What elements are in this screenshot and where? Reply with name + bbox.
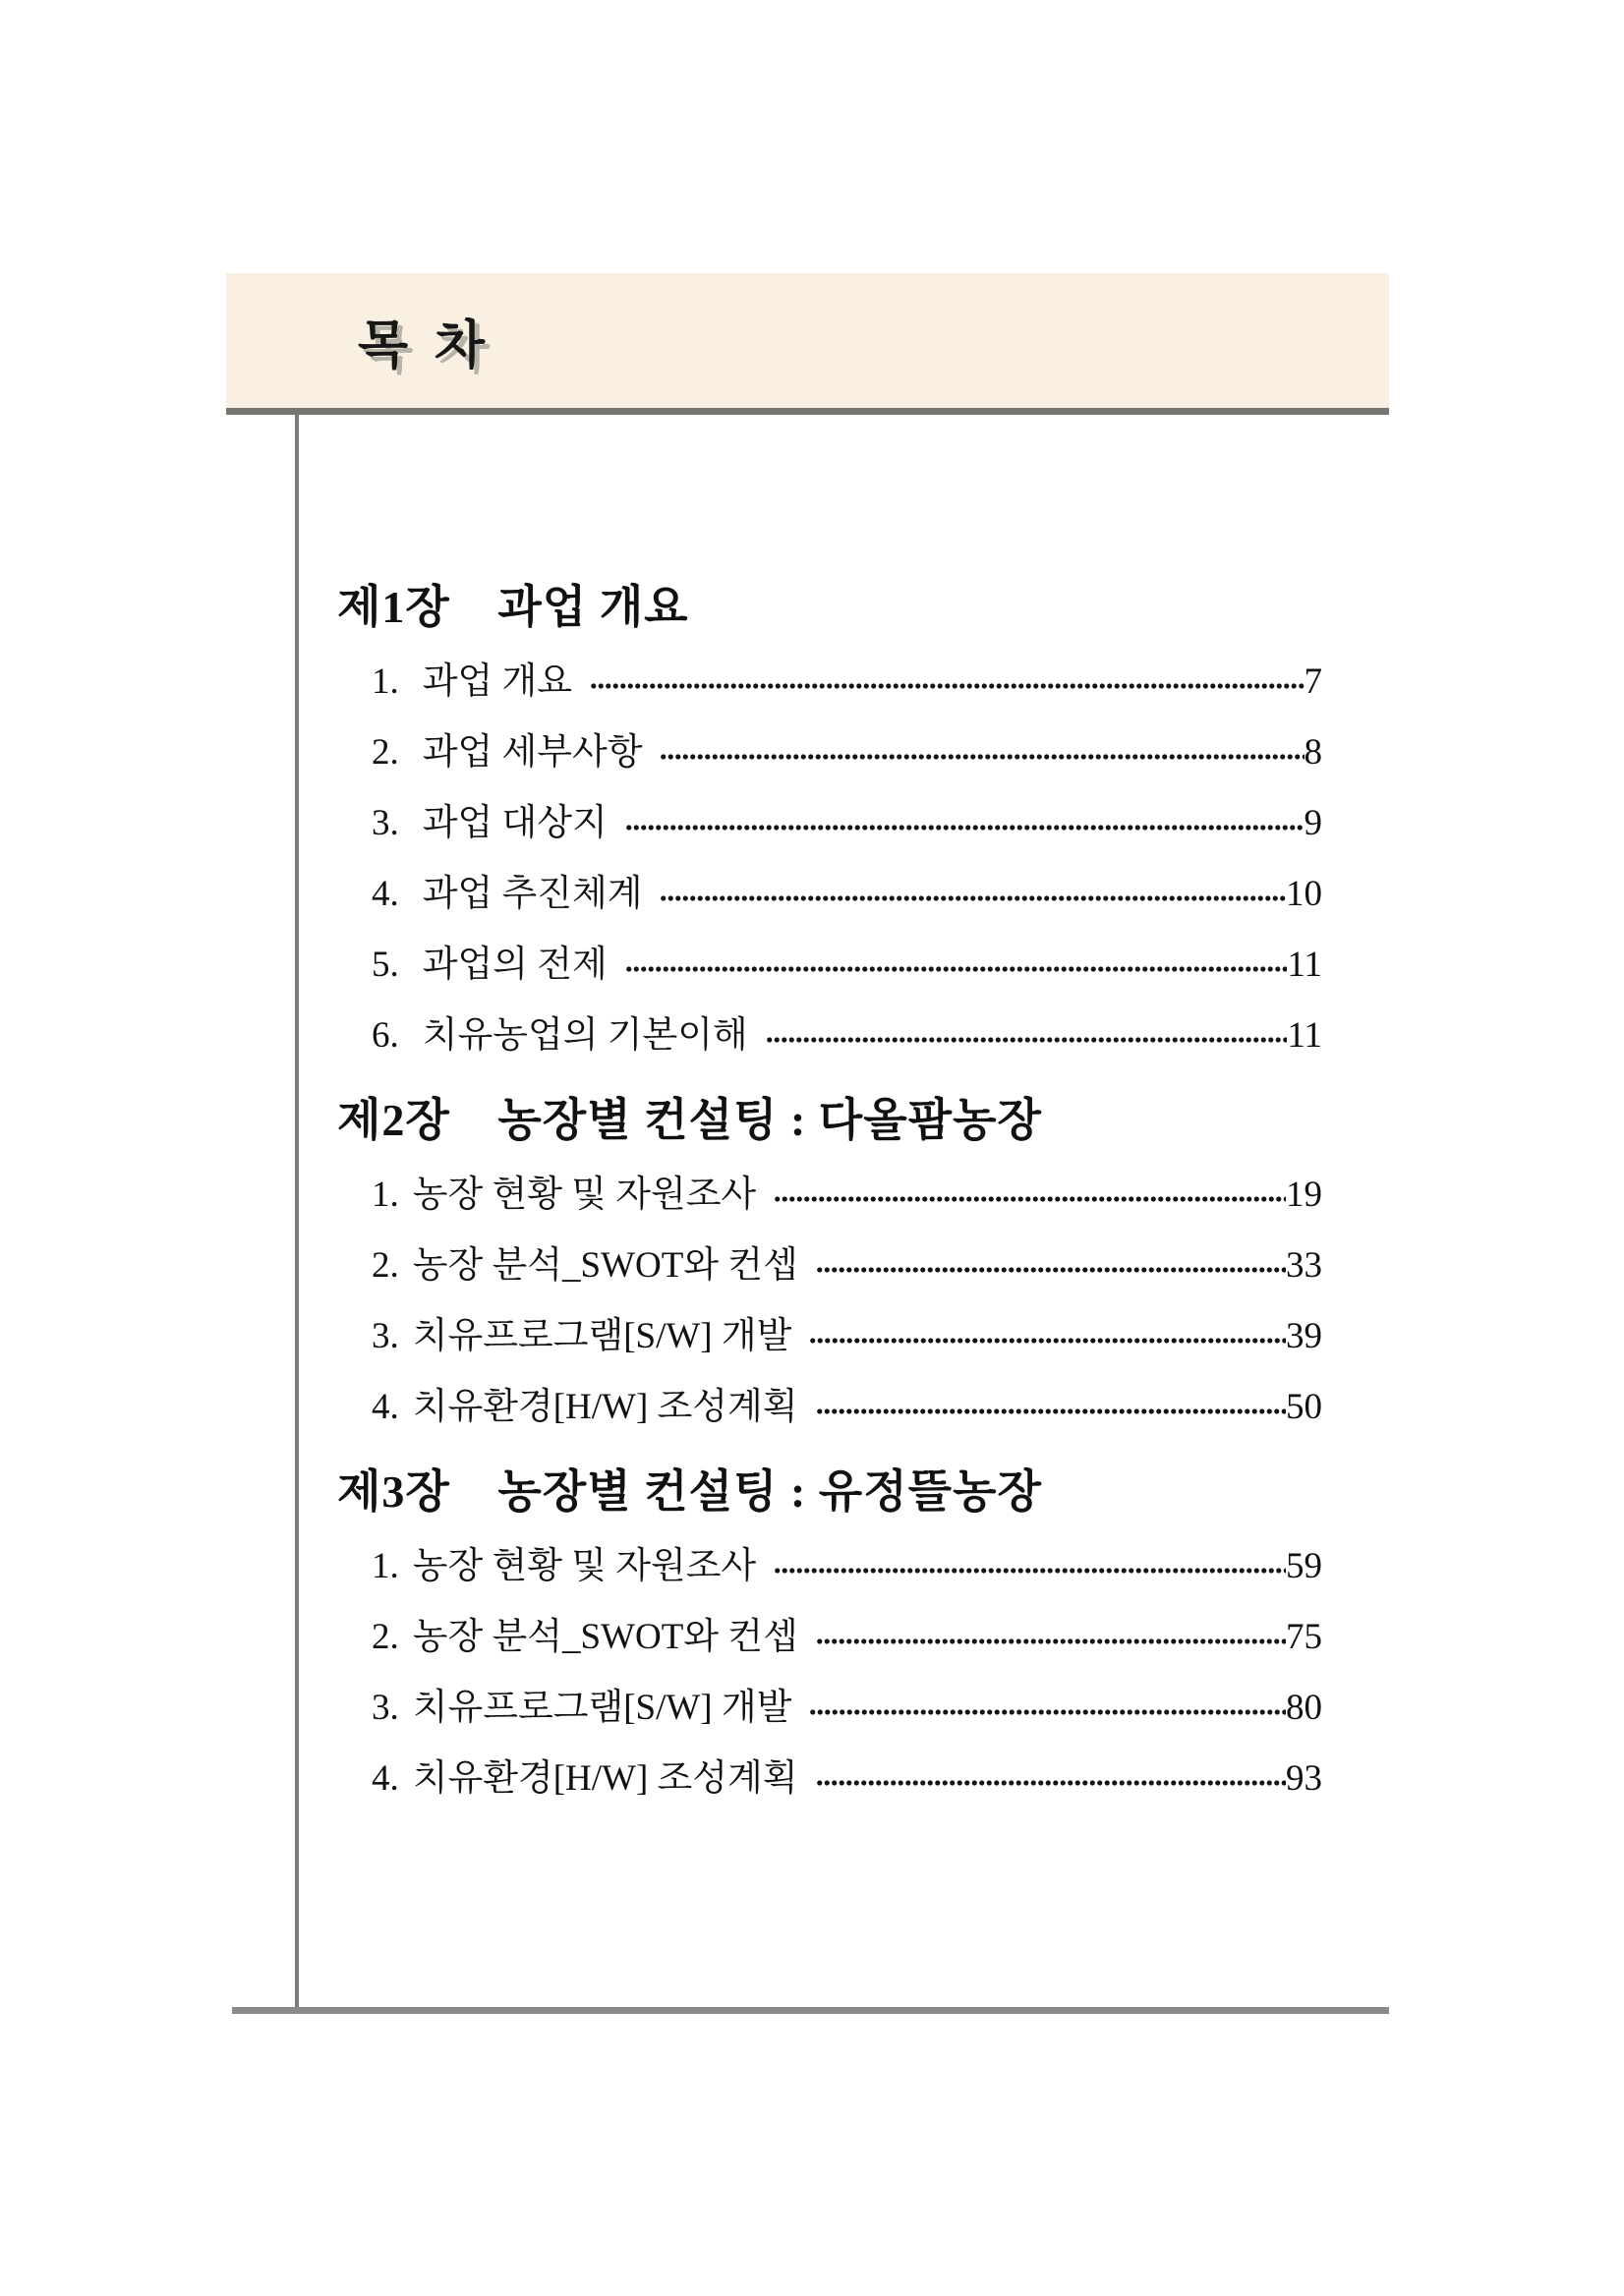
dotted-leader xyxy=(816,1637,1286,1645)
toc-entry xyxy=(226,875,1322,914)
toc-entry-title: 농장 현황 및 자원조사 xyxy=(412,1546,757,1586)
toc-entry-title: 과업 대상지 xyxy=(422,803,608,843)
toc-entry-page: 33 xyxy=(1286,1245,1322,1286)
dotted-leader xyxy=(766,1036,1288,1044)
toc-entry-title: 치유농업의 기본이해 xyxy=(422,1015,748,1056)
toc-entry-number: 1. xyxy=(372,661,399,702)
header-rule xyxy=(226,408,1389,415)
dotted-leader xyxy=(809,1337,1286,1345)
dotted-leader xyxy=(774,1195,1286,1203)
toc-entry-page: 50 xyxy=(1286,1387,1322,1427)
toc-chapter xyxy=(226,580,1322,1056)
toc-entry-title: 치유프로그램[S/W] 개발 xyxy=(412,1688,792,1728)
toc-entry-page: 9 xyxy=(1304,803,1322,843)
toc-entry-number: 2. xyxy=(372,732,399,773)
toc-entry xyxy=(226,1388,1322,1427)
toc-entry xyxy=(226,804,1322,843)
toc-entry-page: 75 xyxy=(1286,1617,1322,1657)
toc-entry-page: 7 xyxy=(1304,661,1322,702)
chapter-heading xyxy=(337,580,1322,635)
toc-entry-number: 4. xyxy=(372,1758,399,1799)
toc-entry-page: 19 xyxy=(1286,1175,1322,1215)
chapter-number: 제1장 xyxy=(337,582,450,632)
toc-entry xyxy=(226,1759,1322,1799)
toc-entry xyxy=(226,1689,1322,1728)
toc-entry xyxy=(226,1246,1322,1286)
toc-entry-page: 59 xyxy=(1286,1546,1322,1586)
footer-rule xyxy=(232,2007,1389,2014)
chapter-heading xyxy=(337,1093,1322,1148)
toc-entry-number: 2. xyxy=(372,1245,399,1286)
toc-chapter xyxy=(226,1093,1322,1427)
toc-entry-title: 과업 세부사항 xyxy=(422,732,643,773)
toc-entry-number: 1. xyxy=(372,1175,399,1215)
toc-entry-number: 5. xyxy=(372,945,399,985)
toc-entry-page: 93 xyxy=(1286,1758,1322,1799)
toc-entry xyxy=(226,662,1322,702)
toc-entry-page: 39 xyxy=(1286,1316,1322,1356)
toc-entry-title: 농장 분석_SWOT와 컨셉 xyxy=(412,1245,798,1286)
chapter-number: 제3장 xyxy=(337,1466,450,1517)
toc-content xyxy=(226,580,1322,1830)
toc-entry xyxy=(226,946,1322,985)
toc-entry xyxy=(226,1618,1322,1657)
toc-entry-title: 과업 개요 xyxy=(422,661,572,702)
toc-entry-title: 치유환경[H/W] 조성계획 xyxy=(412,1758,798,1799)
toc-entry-number: 4. xyxy=(372,874,399,914)
toc-entry-page: 80 xyxy=(1286,1688,1322,1728)
toc-entry-title: 치유프로그램[S/W] 개발 xyxy=(412,1316,792,1356)
chapter-title-text: 농장별 컨설팅 : 다올팜농장 xyxy=(497,1095,1042,1145)
dotted-leader xyxy=(660,753,1304,761)
dotted-leader xyxy=(816,1266,1286,1274)
toc-entry-title: 치유환경[H/W] 조성계획 xyxy=(412,1387,798,1427)
toc-entry-number: 2. xyxy=(372,1617,399,1657)
toc-entry xyxy=(226,1317,1322,1356)
dotted-leader xyxy=(660,894,1286,902)
toc-entry xyxy=(226,733,1322,773)
toc-entry-number: 4. xyxy=(372,1387,399,1427)
toc-entry-number: 3. xyxy=(372,803,399,843)
dotted-leader xyxy=(816,1779,1286,1787)
chapter-number: 제2장 xyxy=(337,1095,450,1145)
toc-entry-page: 11 xyxy=(1287,1015,1322,1056)
toc-header-band xyxy=(226,273,1389,408)
dotted-leader xyxy=(809,1708,1286,1716)
toc-entry-title: 과업의 전제 xyxy=(422,945,608,985)
toc-entry-title: 과업 추진체계 xyxy=(422,874,643,914)
toc-entry xyxy=(226,1547,1322,1586)
dotted-leader xyxy=(625,824,1305,832)
dotted-leader xyxy=(625,965,1288,973)
toc-entry-page: 10 xyxy=(1286,874,1322,914)
toc-entry xyxy=(226,1016,1322,1056)
toc-chapter xyxy=(226,1464,1322,1799)
toc-entry-number: 3. xyxy=(372,1688,399,1728)
toc-entry-number: 3. xyxy=(372,1316,399,1356)
toc-entry-title: 농장 현황 및 자원조사 xyxy=(412,1175,757,1215)
toc-entry-page: 11 xyxy=(1287,945,1322,985)
dotted-leader xyxy=(816,1407,1286,1415)
chapter-heading xyxy=(337,1464,1322,1520)
toc-entry-page: 8 xyxy=(1304,732,1322,773)
dotted-leader xyxy=(774,1567,1286,1575)
chapter-title-text: 농장별 컨설팅 : 유정뜰농장 xyxy=(497,1466,1042,1517)
toc-entry-number: 6. xyxy=(372,1015,399,1056)
toc-entry xyxy=(226,1176,1322,1215)
dotted-leader xyxy=(590,682,1305,690)
chapter-title-text: 과업 개요 xyxy=(497,582,689,632)
page-title: 목 차 xyxy=(358,316,492,374)
toc-entry-title: 농장 분석_SWOT와 컨셉 xyxy=(412,1617,798,1657)
toc-entry-number: 1. xyxy=(372,1546,399,1586)
